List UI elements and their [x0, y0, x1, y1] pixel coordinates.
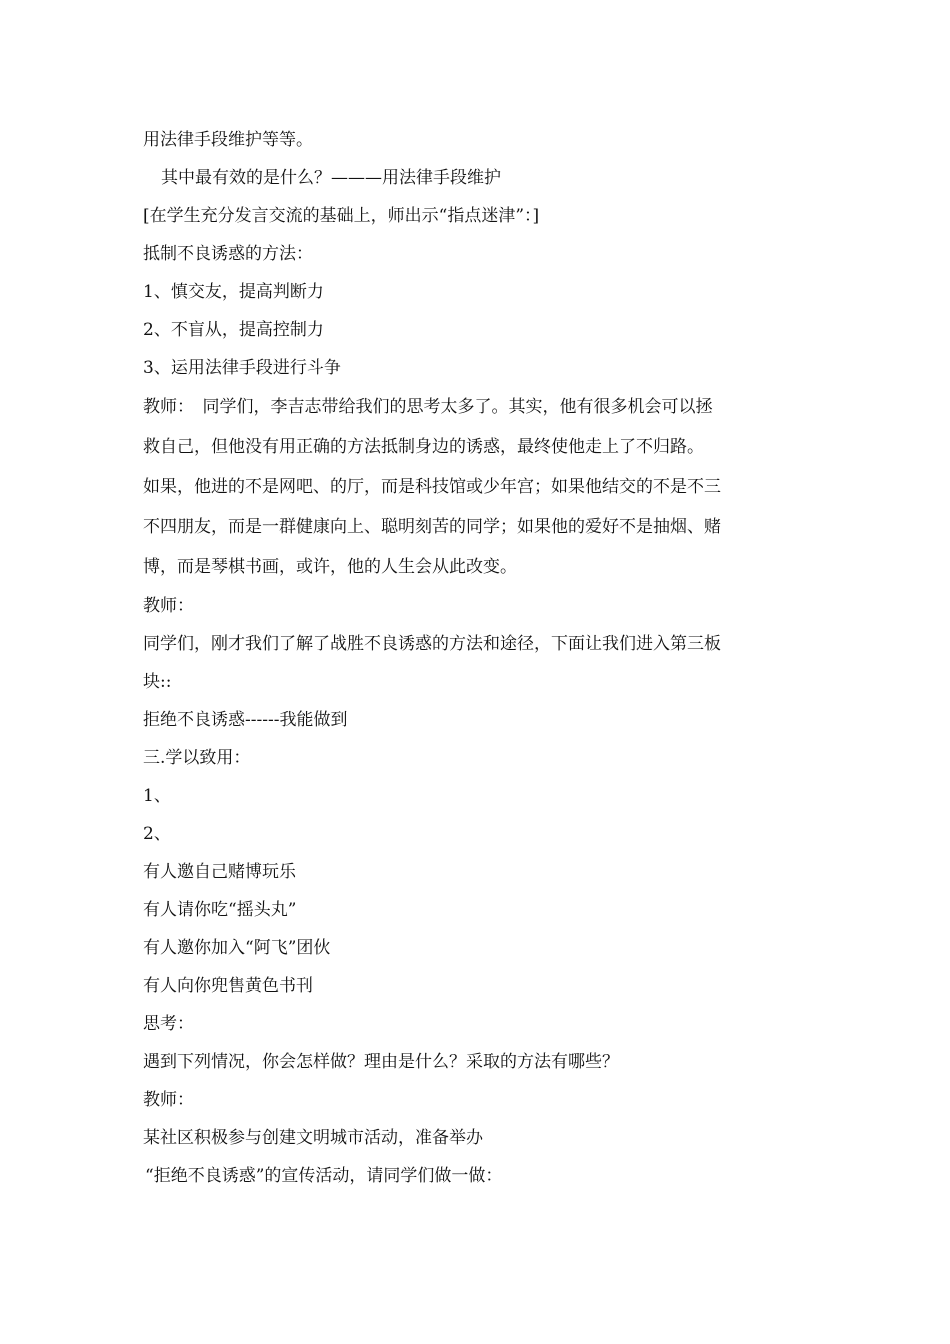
text-line: 有人向你兜售黄色书刊 — [143, 976, 313, 996]
list-item: 3、运用法律手段进行斗争 — [143, 358, 341, 378]
text-line: 教师： — [143, 596, 194, 616]
text-line: 块:: — [143, 672, 172, 692]
text-line: 拒绝不良诱惑------我能做到 — [143, 710, 348, 730]
text-line: 其中最有效的是什么？———用法律手段维护 — [161, 168, 501, 188]
text-line: “拒绝不良诱惑”的宣传活动，请同学们做一做： — [145, 1166, 503, 1186]
text-line: 不四朋友，而是一群健康向上、聪明刻苦的同学；如果他的爱好不是抽烟、赌 — [143, 517, 721, 537]
text-line: 遇到下列情况，你会怎样做？理由是什么？采取的方法有哪些？ — [143, 1052, 619, 1072]
text-line: 有人邀自己赌博玩乐 — [143, 862, 296, 882]
text-line: 救自己，但他没有用正确的方法抵制身边的诱惑，最终使他走上了不归路。 — [143, 437, 704, 457]
text-line: 抵制不良诱惑的方法： — [143, 244, 313, 264]
list-item: 2、 — [143, 824, 171, 844]
text-line: 有人邀你加入“阿飞”团伙 — [143, 938, 331, 958]
text-line: 同学们，刚才我们了解了战胜不良诱惑的方法和途径，下面让我们进入第三板 — [143, 634, 721, 654]
section-heading: 三.学以致用： — [143, 748, 251, 768]
list-item: 2、不盲从，提高控制力 — [143, 320, 324, 340]
text-line: 如果，他进的不是网吧、的厅，而是科技馆或少年宫；如果他结交的不是不三 — [143, 477, 721, 497]
text-line: 思考： — [143, 1014, 194, 1034]
text-line: 有人请你吃“摇头丸” — [143, 900, 297, 920]
text-line: 用法律手段维护等等。 — [143, 130, 313, 150]
list-item: 1、慎交友，提高判断力 — [143, 282, 324, 302]
text-line: 教师： — [143, 1090, 194, 1110]
document-body — [143, 121, 798, 1195]
text-line: [在学生充分发言交流的基础上，师出示“指点迷津”：] — [143, 206, 540, 226]
list-item: 1、 — [143, 786, 171, 806]
text-line: 某社区积极参与创建文明城市活动，准备举办 — [143, 1128, 483, 1148]
text-line: 博，而是琴棋书画，或许，他的人生会从此改变。 — [143, 557, 517, 577]
text-line: 教师： 同学们，李吉志带给我们的思考太多了。其实，他有很多机会可以拯 — [143, 397, 713, 417]
